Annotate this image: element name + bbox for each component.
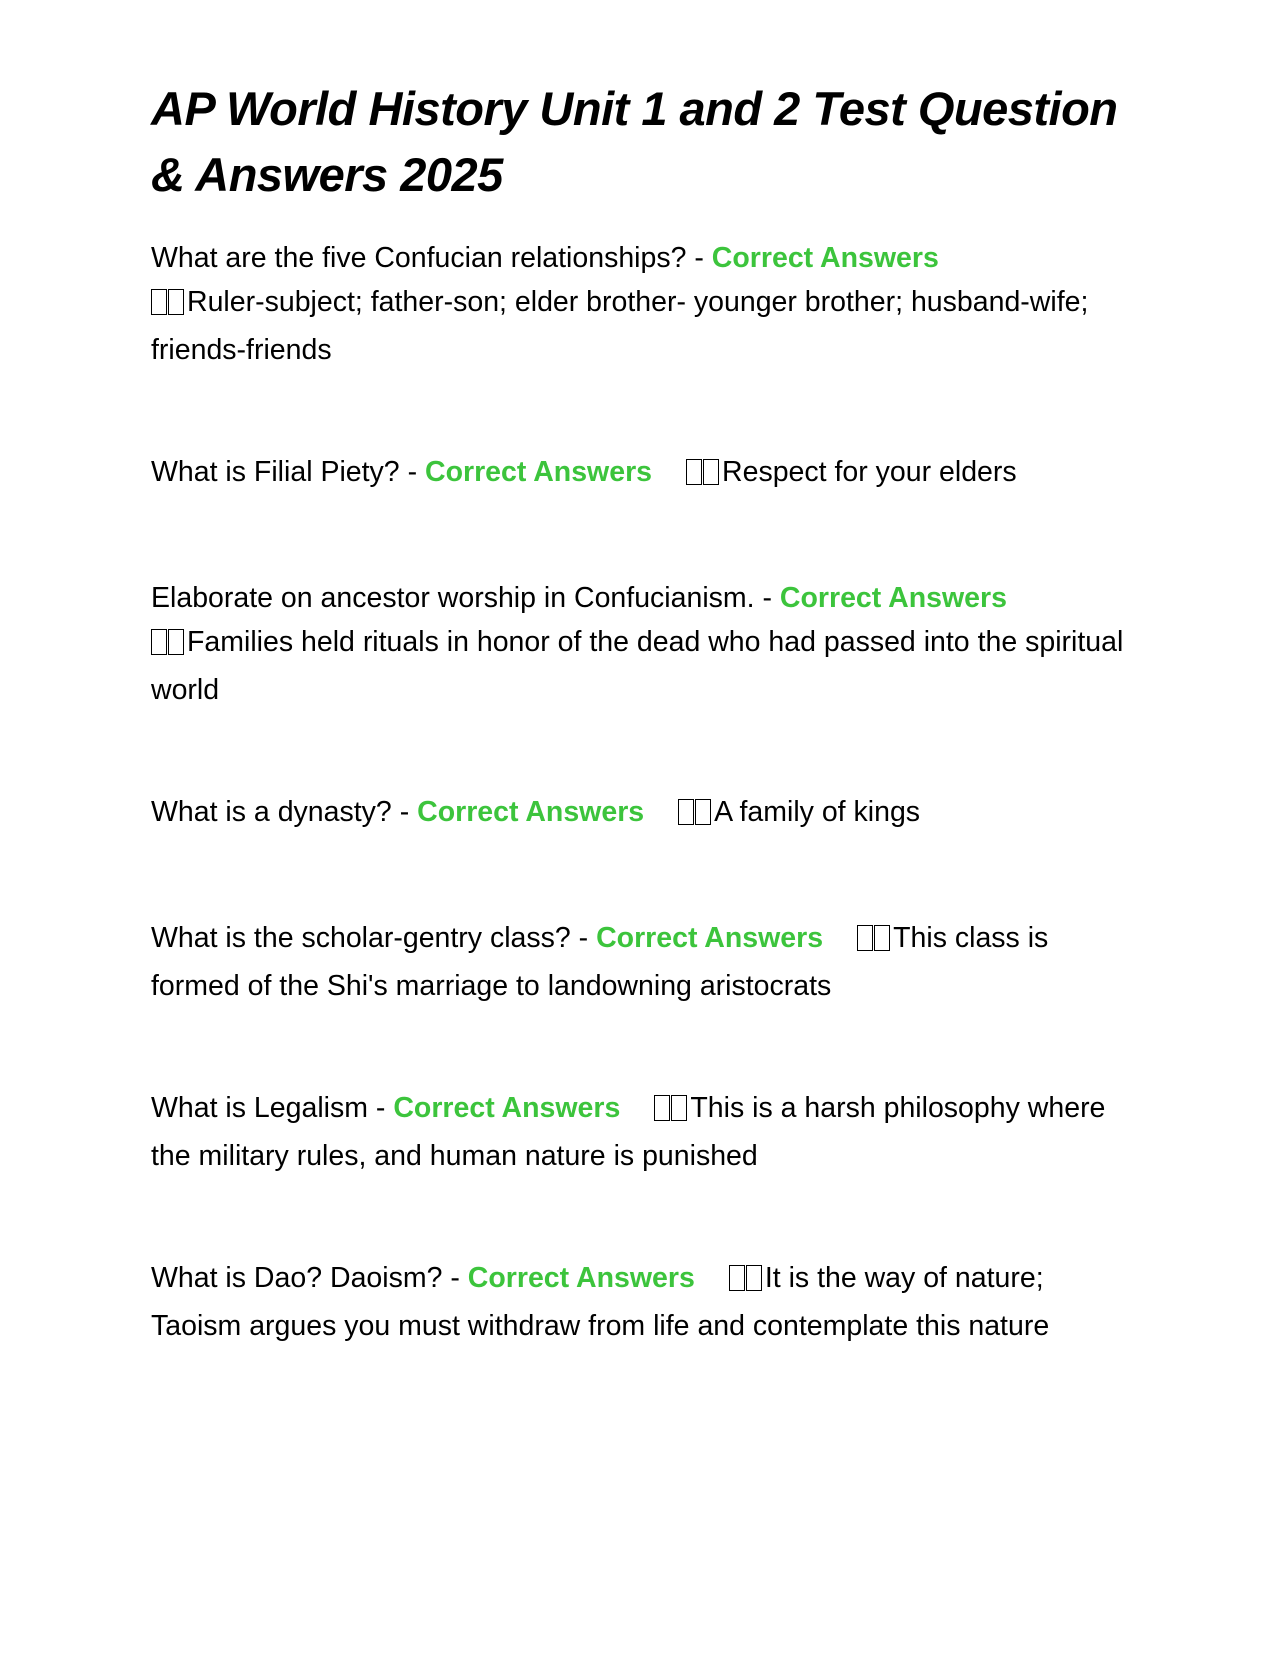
question-text: What is the scholar-gentry class? - <box>151 922 597 954</box>
missing-glyph-icon <box>678 794 712 838</box>
document-title: AP World History Unit 1 and 2 Test Question & Answers 2025 <box>151 82 1118 201</box>
correct-answers-label: Correct Answers <box>779 582 1007 614</box>
question-text: Elaborate on ancestor worship in Confucianism. - <box>151 582 780 614</box>
document-page <box>151 76 1131 1348</box>
question-text: What is Legalism - <box>151 1092 394 1124</box>
question-text: What are the five Confucian relationships? - <box>151 242 712 274</box>
correct-answers-label: Correct Answers <box>424 456 653 488</box>
qa-item <box>151 576 1131 712</box>
answer-text: A family of kings <box>714 796 921 828</box>
correct-answers-label: Correct Answers <box>596 922 824 954</box>
correct-answers-label: Correct Answers <box>467 1262 695 1294</box>
answer-text: Respect for your elders <box>722 456 1017 488</box>
qa-item <box>151 916 1131 1008</box>
correct-answers-label: Correct Answers <box>393 1092 621 1124</box>
answer-text: This is a harsh philosophy where the military rules, and human nature is punished <box>151 1092 1106 1172</box>
missing-glyph-icon <box>857 920 891 964</box>
qa-item <box>151 236 1131 372</box>
question-text: What is a dynasty? - <box>151 796 418 828</box>
answer-text: Ruler-subject; father-son; elder brother- younger brother; husband-wife; friends-friends <box>151 286 1089 366</box>
missing-glyph-icon <box>151 624 185 668</box>
correct-answers-label: Correct Answers <box>417 796 645 828</box>
answer-text: It is the way of nature; Taoism argues you must withdraw from life and contemplate this nature <box>151 1262 1050 1342</box>
correct-answers-label: Correct Answers <box>711 242 939 274</box>
missing-glyph-icon <box>654 1090 688 1134</box>
missing-glyph-icon <box>686 454 720 498</box>
missing-glyph-icon <box>729 1260 763 1304</box>
qa-item <box>151 790 1131 838</box>
question-text: What is Filial Piety? - <box>151 456 425 488</box>
answer-text: Families held rituals in honor of the dead who had passed into the spiritual world <box>151 626 1124 706</box>
qa-item <box>151 1086 1131 1178</box>
answer-text: This class is formed of the Shi's marriage to landowning aristocrats <box>151 922 1049 1002</box>
question-text: What is Dao? Daoism? - <box>151 1262 468 1294</box>
qa-item <box>151 450 1131 498</box>
qa-item <box>151 1256 1131 1348</box>
missing-glyph-icon <box>151 284 185 328</box>
